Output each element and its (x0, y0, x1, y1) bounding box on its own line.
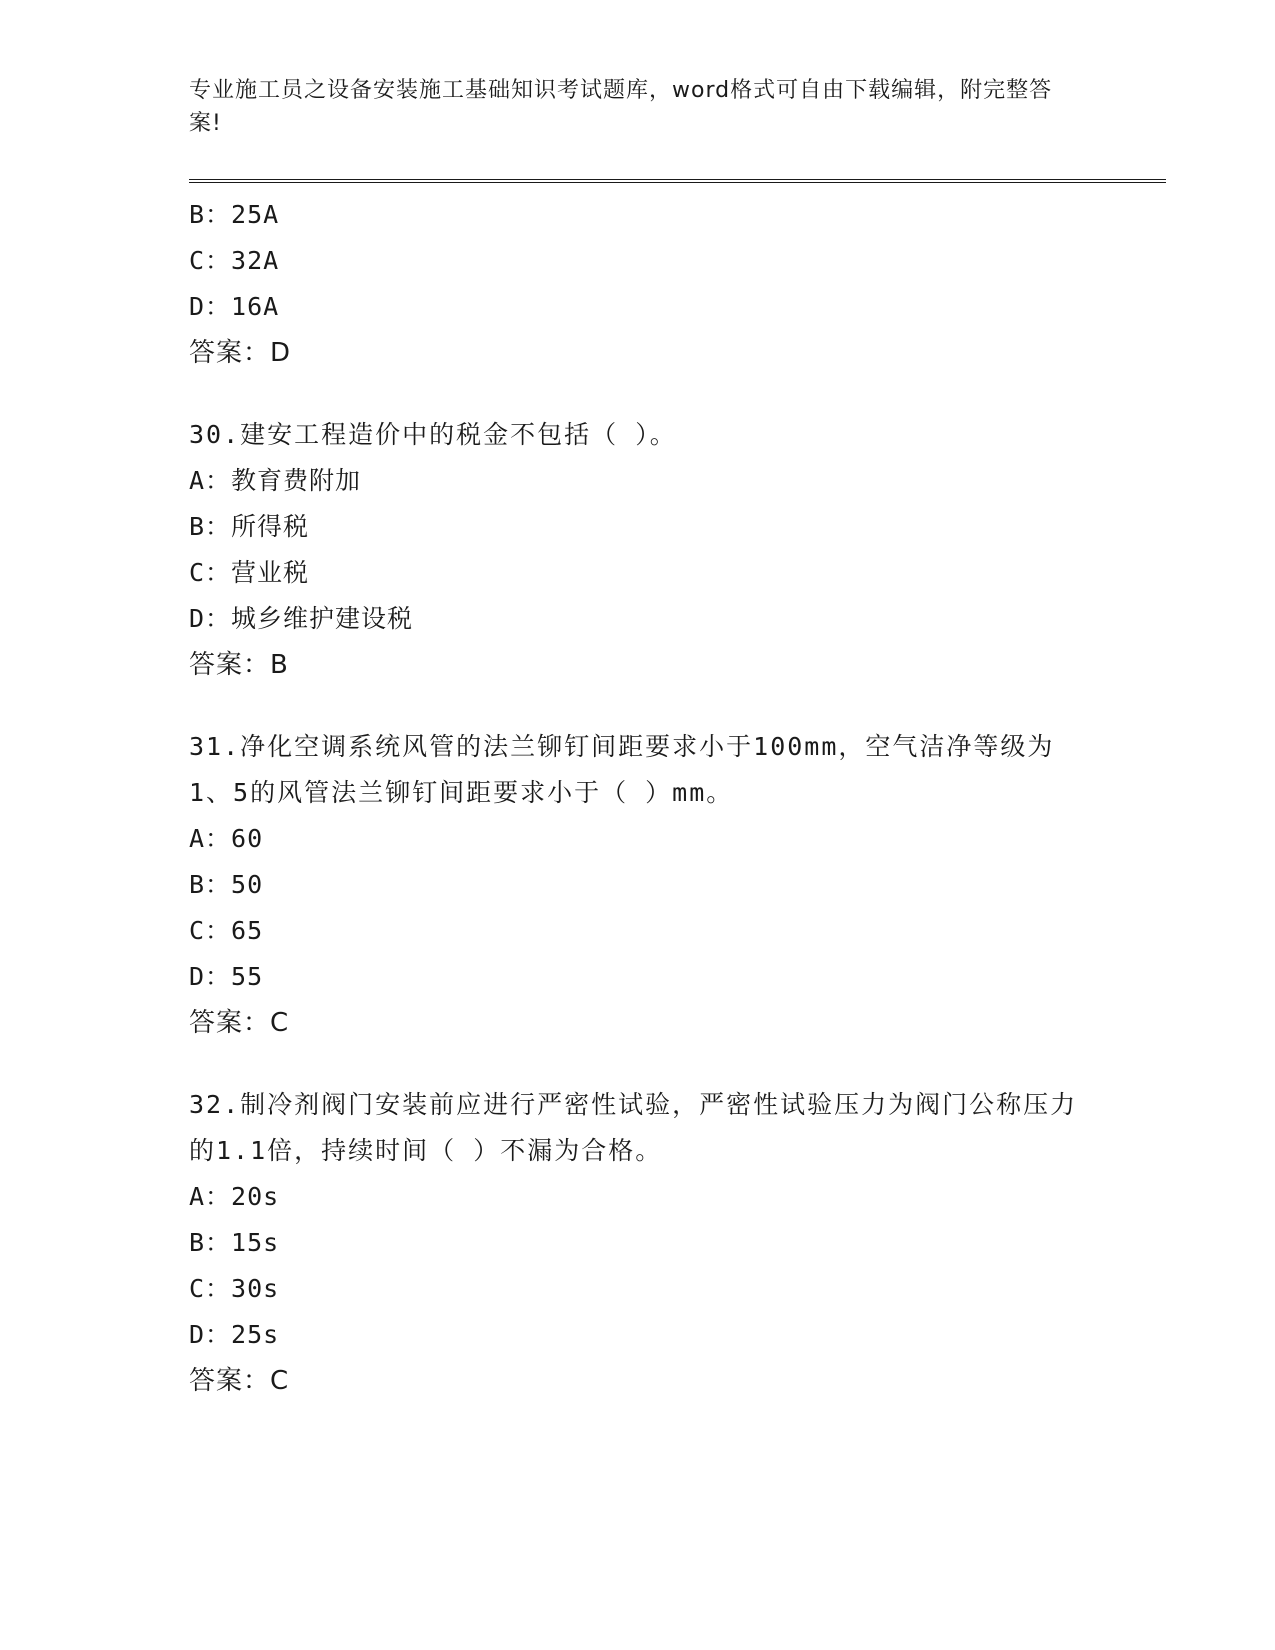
question-32 (189, 1082, 1089, 1404)
option-c: C：30s (189, 1274, 280, 1303)
option-c: C：32A (189, 246, 280, 275)
question-text: 30.建安工程造价中的税金不包括（ ）。 (189, 420, 677, 449)
option-b: B：所得税 (189, 512, 310, 541)
page-header-title: 专业施工员之设备安装施工基础知识考试题库，word格式可自由下载编辑，附完整答案! (189, 78, 1053, 136)
question-text: 31.净化空调系统风管的法兰铆钉间距要求小于100mm，空气洁净等级为1、5的风管法兰铆钉间距要求小于（ ）mm。 (189, 732, 1055, 807)
question-30 (189, 412, 1089, 688)
answer-line: 答案：D (189, 338, 292, 368)
question-31 (189, 724, 1089, 1046)
option-d: D：25s (189, 1320, 280, 1349)
option-a: A：60 (189, 824, 264, 853)
option-a: A：教育费附加 (189, 466, 362, 495)
option-d: D：城乡维护建设税 (189, 604, 414, 633)
answer-line: 答案：B (189, 650, 289, 680)
option-c: C：65 (189, 916, 264, 945)
option-b: B：50 (189, 870, 264, 899)
option-d: D：55 (189, 962, 264, 991)
previous-question-tail (189, 192, 1089, 376)
option-d: D：16A (189, 292, 280, 321)
header-divider (189, 179, 1166, 183)
option-b: B：15s (189, 1228, 280, 1257)
option-a: A：20s (189, 1182, 280, 1211)
answer-line: 答案：C (189, 1366, 290, 1396)
answer-line: 答案：C (189, 1008, 290, 1038)
option-b: B：25A (189, 200, 280, 229)
question-text: 32.制冷剂阀门安装前应进行严密性试验，严密性试验压力为阀门公称压力的1.1倍，持续时间（ ）不漏为合格。 (189, 1090, 1078, 1165)
option-c: C：营业税 (189, 558, 310, 587)
document-body (189, 192, 1089, 1404)
